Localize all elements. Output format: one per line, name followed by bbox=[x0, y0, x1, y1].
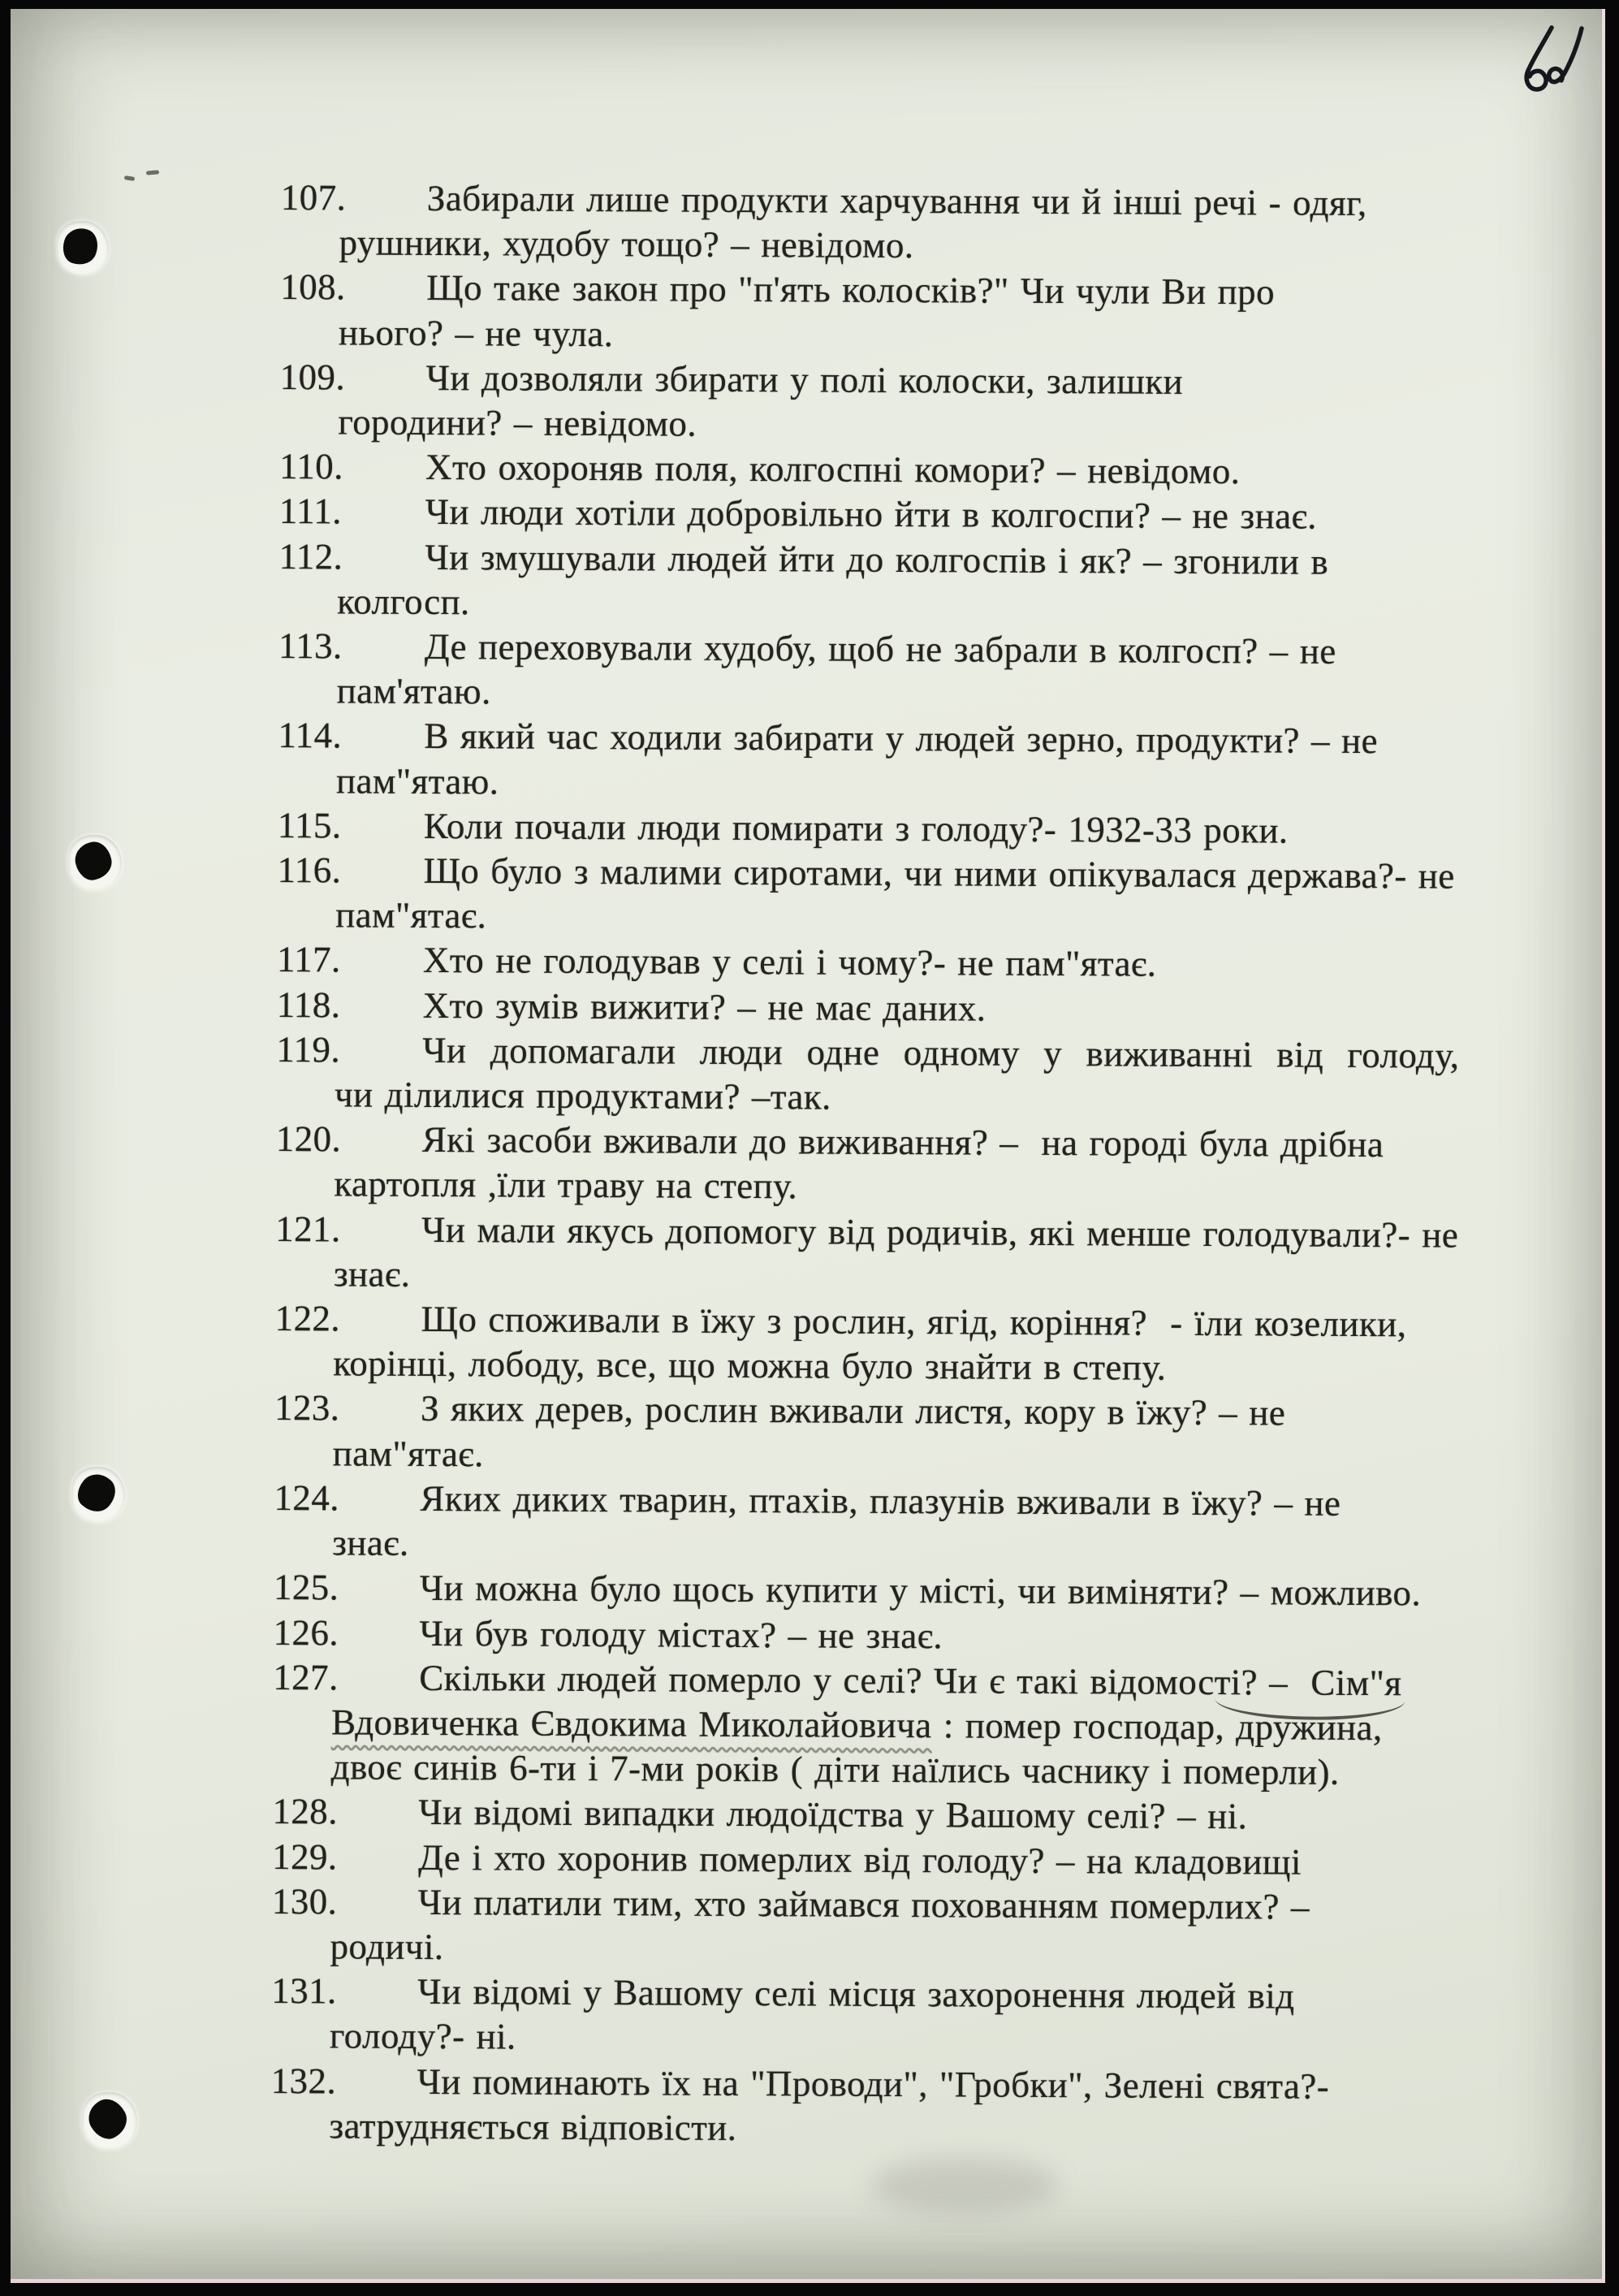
question-text-line bbox=[423, 984, 1460, 1034]
question-line bbox=[272, 1789, 1455, 1840]
question-line bbox=[275, 1207, 1458, 1258]
question-text-line bbox=[422, 1028, 1459, 1079]
question-line bbox=[280, 265, 1463, 316]
questionnaire-text bbox=[270, 175, 1464, 2155]
question-line bbox=[278, 759, 1461, 810]
question-number: 112. bbox=[278, 535, 343, 577]
question-line bbox=[273, 1610, 1456, 1661]
question-text-line bbox=[419, 1656, 1456, 1706]
question-number: 114. bbox=[278, 715, 343, 756]
handwritten-page-number bbox=[1503, 17, 1594, 103]
question-text: родичі. bbox=[330, 1926, 444, 1968]
question-text: затрудняється відповісти. bbox=[329, 2105, 737, 2148]
question-number: 109. bbox=[279, 356, 346, 398]
question-line bbox=[280, 355, 1463, 406]
question-text: Що таке закон про "п'ять колосків?" Чи чули Ви про bbox=[426, 267, 1276, 313]
question-line bbox=[273, 1655, 1456, 1706]
question-line bbox=[271, 1924, 1454, 1975]
question-line bbox=[279, 444, 1462, 495]
question-text: нього? – не чула. bbox=[338, 311, 614, 354]
question-text: Хто не голодував у селі і чому?- не пам"ятає. bbox=[422, 940, 1157, 985]
question-text: Скільки людей померло у селі? Чи є такі відомості? – bbox=[419, 1657, 1311, 1703]
question-text-line bbox=[423, 938, 1460, 988]
question-number: 119. bbox=[276, 1028, 341, 1070]
question-number: 113. bbox=[278, 625, 343, 667]
question-text-line bbox=[420, 1566, 1457, 1616]
question-number: 125. bbox=[273, 1567, 339, 1608]
smudge-mark bbox=[871, 2157, 1058, 2214]
question-text: Чи був голоду містах? – не знає. bbox=[419, 1612, 943, 1656]
question-line bbox=[279, 400, 1462, 451]
question-line bbox=[277, 848, 1460, 899]
question-number: 130. bbox=[271, 1880, 338, 1922]
question-text: Що було з малими сиротами, чи ними опікувалася держава?- не bbox=[423, 850, 1455, 897]
question-text: городини? – невідомо. bbox=[338, 401, 697, 444]
question-text: Чи відомі випадки людоїдства у Вашому селі? – ні. bbox=[418, 1792, 1248, 1837]
question-number: 122. bbox=[274, 1298, 341, 1339]
question-text: З яких дерев, рослин вживали листя, кору в їжу? – не bbox=[420, 1388, 1286, 1433]
question-number: 115. bbox=[277, 804, 342, 846]
question-text-line bbox=[330, 2014, 1454, 2065]
question-text-line bbox=[334, 1162, 1458, 1213]
question-text: : помер господар, дружина, bbox=[931, 1705, 1383, 1749]
question-text-line bbox=[329, 2104, 1453, 2154]
question-text: пам"ятає. bbox=[335, 894, 487, 936]
question-text: Чи дозволяли збирати у полі колоски, залишки bbox=[425, 357, 1184, 402]
question-line bbox=[276, 1117, 1459, 1168]
question-number: 131. bbox=[271, 1970, 337, 2012]
pencil-mark bbox=[124, 175, 136, 181]
question-line bbox=[275, 1161, 1458, 1213]
question-number: 124. bbox=[274, 1477, 339, 1519]
question-line bbox=[273, 1745, 1456, 1796]
question-line bbox=[278, 803, 1461, 854]
question-number: 107. bbox=[280, 176, 347, 218]
question-text-line bbox=[425, 445, 1462, 495]
question-number: 120. bbox=[275, 1118, 342, 1160]
question-text-line bbox=[426, 356, 1463, 406]
question-line bbox=[278, 713, 1461, 764]
question-text: Чи поминають їх на "Проводи", "Гробки", Зелені свята?- bbox=[417, 2060, 1330, 2107]
question-line bbox=[278, 624, 1461, 675]
question-text-line bbox=[421, 1297, 1457, 1347]
question-line bbox=[278, 534, 1461, 586]
question-line bbox=[280, 310, 1463, 361]
question-text-line bbox=[417, 1970, 1454, 2020]
question-line bbox=[271, 2058, 1454, 2109]
question-text-line bbox=[336, 759, 1461, 809]
question-number: 117. bbox=[276, 939, 341, 980]
question-number: 127. bbox=[273, 1656, 339, 1698]
question-text: Вдовиченка Євдокима Миколайовича bbox=[330, 1701, 932, 1746]
question-text-line bbox=[421, 1208, 1458, 1258]
question-line bbox=[277, 893, 1460, 944]
question-line bbox=[281, 175, 1464, 227]
question-number: 116. bbox=[277, 850, 342, 891]
question-text: Хто охороняв поля, колгоспні комори? – невідомо. bbox=[425, 447, 1241, 492]
question-text: Хто зумів вижити? – не має даних. bbox=[422, 984, 987, 1029]
question-text: Забирали лише продукти харчування чи й інші речі - одяг, bbox=[426, 177, 1367, 224]
question-text: В який час ходили забирати у людей зерно, продукти? – не bbox=[424, 716, 1379, 762]
question-text: Чи можна було щось купити у місті, чи виміняти? – можливо. bbox=[419, 1567, 1422, 1614]
question-text-line bbox=[337, 579, 1461, 629]
question-text-line bbox=[335, 893, 1460, 944]
question-text-line bbox=[425, 535, 1461, 586]
question-text-line bbox=[426, 266, 1463, 316]
question-number: 126. bbox=[273, 1611, 339, 1653]
question-text-line bbox=[425, 625, 1461, 675]
question-text: пам"ятаю. bbox=[335, 760, 499, 802]
question-number: 111. bbox=[278, 491, 342, 532]
question-line bbox=[276, 1072, 1459, 1123]
question-text-line bbox=[339, 310, 1463, 361]
question-text-line bbox=[333, 1342, 1457, 1392]
question-line bbox=[276, 1027, 1459, 1079]
question-text-line bbox=[421, 1386, 1457, 1437]
question-text: чи ділилися продуктами? –так. bbox=[334, 1074, 831, 1118]
paper-sheet bbox=[11, 9, 1602, 2279]
question-line bbox=[274, 1565, 1457, 1616]
question-text-line bbox=[338, 400, 1462, 450]
question-text: Чи відомі у Вашому селі місця захоронення людей від bbox=[417, 1971, 1295, 2017]
question-text-line bbox=[424, 714, 1461, 764]
question-text: Коли почали люди помирати з голоду?- 1932-33 роки. bbox=[423, 805, 1289, 851]
question-line bbox=[271, 1969, 1454, 2020]
question-text-line bbox=[422, 1118, 1459, 1168]
question-number: 128. bbox=[272, 1791, 338, 1832]
question-line bbox=[274, 1296, 1457, 1347]
question-line bbox=[277, 983, 1460, 1034]
question-text-line bbox=[423, 849, 1460, 899]
question-line bbox=[280, 220, 1463, 271]
question-text-line bbox=[330, 1924, 1454, 1974]
question-text: голоду?- ні. bbox=[329, 2015, 516, 2057]
question-line bbox=[270, 2104, 1453, 2155]
question-number: 123. bbox=[274, 1387, 340, 1429]
question-line bbox=[271, 2013, 1454, 2065]
question-line bbox=[274, 1386, 1457, 1437]
question-text-line bbox=[418, 1880, 1455, 1931]
question-number: 121. bbox=[275, 1208, 341, 1250]
question-line bbox=[272, 1834, 1455, 1885]
question-text: Де і хто хоронив померлих від голоду? – на кладовищі bbox=[418, 1836, 1302, 1883]
question-line bbox=[274, 1520, 1457, 1572]
punch-hole bbox=[82, 2092, 137, 2149]
question-text-line bbox=[339, 221, 1463, 271]
question-text: Чи платили тим, хто займався похованням померлих? – bbox=[417, 1881, 1310, 1927]
question-line bbox=[274, 1341, 1457, 1392]
question-text: Чи мали якусь допомогу від родичів, які менше голодували?- не bbox=[421, 1209, 1459, 1256]
question-line bbox=[274, 1476, 1457, 1527]
question-text-line bbox=[332, 1520, 1457, 1571]
question-text: Чи допомагали люди одне одному у виживанні від голоду, bbox=[422, 1029, 1460, 1076]
punch-hole bbox=[57, 221, 109, 275]
question-line bbox=[272, 1879, 1455, 1931]
question-line bbox=[274, 1431, 1457, 1482]
question-number: 108. bbox=[280, 266, 346, 308]
question-number: 118. bbox=[276, 984, 341, 1026]
question-text: знає. bbox=[333, 1253, 411, 1295]
question-text-line bbox=[425, 490, 1462, 540]
question-line bbox=[277, 937, 1460, 988]
question-line bbox=[278, 579, 1461, 630]
question-text: пам"ятає. bbox=[332, 1433, 484, 1475]
question-text: Чи люди хотіли добровільно йти в колгоспи? – не знає. bbox=[425, 491, 1318, 538]
question-text: пам'ятаю. bbox=[336, 670, 491, 712]
question-text-line bbox=[337, 669, 1461, 720]
question-line bbox=[275, 1252, 1458, 1303]
question-text: знає. bbox=[332, 1522, 409, 1563]
question-text-line bbox=[418, 1790, 1455, 1840]
question-text: Де переховували худобу, щоб не забрали в колгосп? – не bbox=[424, 625, 1336, 672]
question-text-line bbox=[419, 1611, 1456, 1661]
question-text: корінці, лободу, все, що можна було знайти в степу. bbox=[333, 1343, 1167, 1389]
question-text-line bbox=[417, 2059, 1454, 2109]
question-text-line bbox=[418, 1835, 1455, 1885]
question-text-line bbox=[420, 1477, 1457, 1527]
question-text-line bbox=[335, 1072, 1459, 1122]
question-text: картопля ,їли траву на степу. bbox=[334, 1163, 798, 1207]
question-text: двоє синів 6-ти і 7-ми років ( діти наїлись часнику і померли). bbox=[330, 1746, 1340, 1792]
question-line bbox=[278, 668, 1461, 720]
question-text: Що споживали в їжу з рослин, ягід, коріння? - їли козелики, bbox=[421, 1299, 1407, 1345]
question-number: 129. bbox=[272, 1836, 338, 1877]
question-text: Сім"я bbox=[1310, 1662, 1402, 1703]
punch-hole bbox=[68, 835, 122, 890]
question-text-line bbox=[331, 1745, 1456, 1795]
question-text: Чи змушували людей йти до колгоспів і як? – згонили в bbox=[425, 536, 1329, 582]
question-text-line bbox=[333, 1431, 1457, 1481]
question-text-line bbox=[424, 804, 1461, 854]
question-text: Які засоби вживали до виживання? – на городі була дрібна bbox=[421, 1119, 1384, 1165]
pencil-mark bbox=[146, 170, 159, 175]
question-text: рушники, худобу тощо? – невідомо. bbox=[339, 222, 914, 266]
question-number: 132. bbox=[270, 2060, 337, 2101]
handwritten-digit-5 bbox=[1549, 28, 1582, 82]
question-text: колгосп. bbox=[337, 581, 470, 623]
question-text: Яких диких тварин, птахів, плазунів вживали в їжу? – не bbox=[420, 1477, 1341, 1524]
question-text-line bbox=[334, 1252, 1458, 1302]
question-text-line bbox=[427, 176, 1464, 227]
punch-hole bbox=[71, 1467, 125, 1522]
question-line bbox=[279, 489, 1462, 540]
question-number: 110. bbox=[278, 446, 343, 487]
